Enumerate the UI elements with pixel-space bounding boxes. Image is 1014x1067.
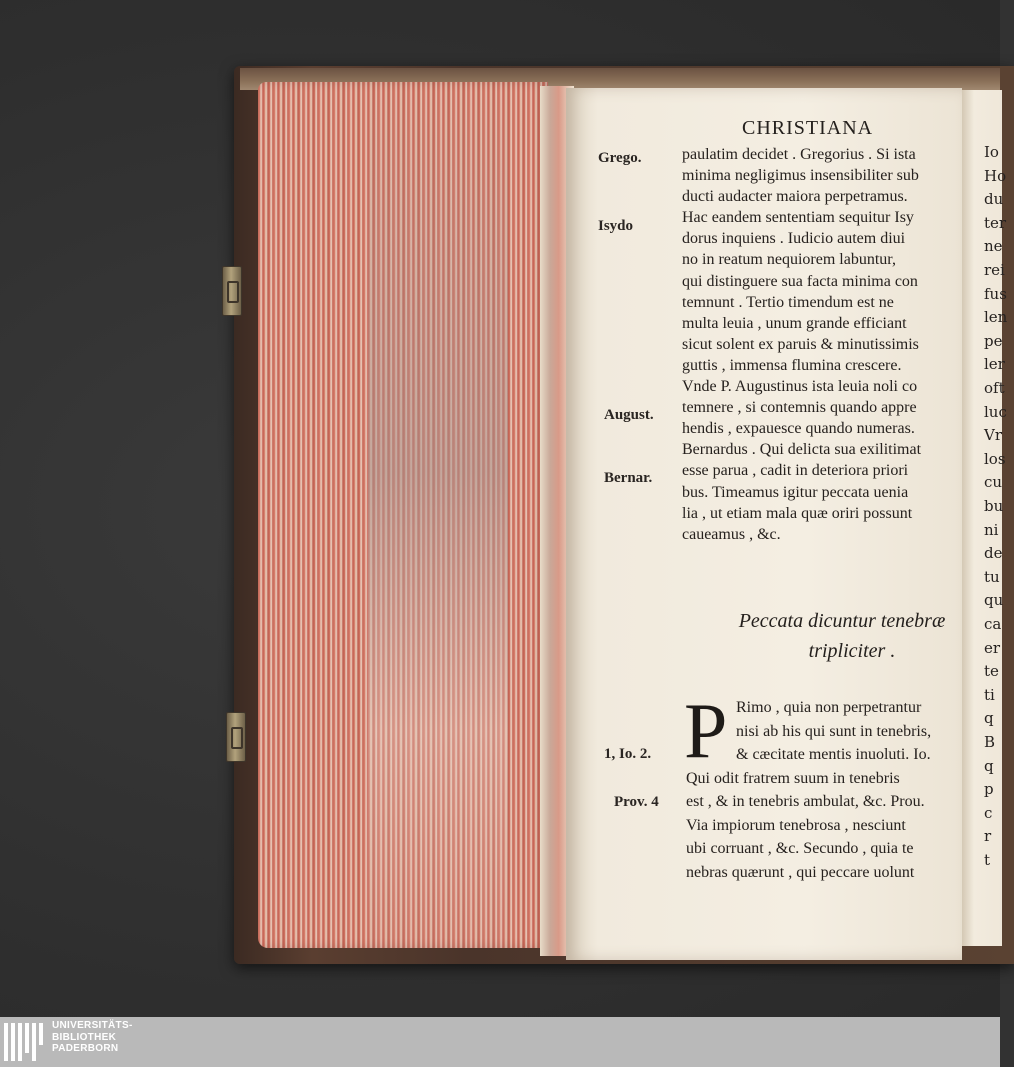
text-line: nebras quærunt , qui peccare uolunt bbox=[686, 863, 915, 881]
facing-page-fragment: ni bbox=[984, 520, 999, 539]
text-line: sicut solent ex paruis & minutissimis bbox=[682, 335, 919, 353]
facing-page-fragment: tu bbox=[984, 567, 1000, 586]
facing-page-fragment: r bbox=[984, 827, 992, 846]
facing-page-fragment: fus bbox=[984, 284, 1007, 303]
text-line: nisi ab his qui sunt in tenebris, bbox=[736, 722, 932, 740]
clasp-lower bbox=[226, 712, 246, 762]
facing-page-fragment: q bbox=[984, 709, 994, 728]
section-heading bbox=[722, 606, 962, 666]
footer-bar bbox=[0, 1017, 1000, 1067]
facing-page-fragment: Io bbox=[984, 143, 999, 161]
text-line: guttis , immensa flumina crescere. bbox=[682, 356, 902, 374]
facing-page-fragment: er bbox=[984, 638, 1001, 657]
margin-note-grego: Grego. bbox=[598, 150, 642, 166]
library-name-line1: UNIVERSITÄTS- bbox=[52, 1020, 133, 1031]
facing-page-fragment: rei bbox=[984, 261, 1005, 279]
facing-page-fragment: p bbox=[984, 780, 994, 799]
library-name-line2: BIBLIOTHEK bbox=[52, 1031, 117, 1043]
section-heading-line1: Peccata dicuntur tenebræ bbox=[738, 610, 946, 632]
facing-page bbox=[962, 90, 1008, 946]
text-line: ubi corruant , &c. Secundo , quia te bbox=[686, 840, 914, 857]
text-line: & cæcitate mentis inuoluti. Io. bbox=[736, 746, 931, 763]
text-line: dorus inquiens . Iudicio autem diui bbox=[682, 230, 906, 248]
text-line: lia , ut etiam mala quæ oriri possunt bbox=[682, 504, 913, 522]
facing-page-fragment: ti bbox=[984, 685, 995, 704]
facing-page-fragment: cu bbox=[984, 473, 1003, 492]
facing-page-fragment: qu bbox=[984, 591, 1004, 610]
facing-page-fragment: ca bbox=[984, 615, 1002, 633]
facing-page-fragment: q bbox=[984, 756, 994, 775]
facing-page-fragment: c bbox=[984, 803, 993, 822]
drop-cap: P bbox=[684, 687, 728, 774]
text-line: Vnde P. Augustinus ista leuia noli co bbox=[682, 378, 918, 396]
margin-note-prov: Prov. 4 bbox=[614, 794, 659, 810]
text-line: paulatim decidet . Gregorius . Si ista bbox=[682, 146, 916, 163]
library-logo-icon bbox=[2, 1019, 48, 1065]
page-body-text bbox=[682, 144, 962, 545]
margin-note-bernar: Bernar. bbox=[604, 470, 653, 486]
facing-page-fragment: ler bbox=[984, 355, 1005, 374]
facing-page-fragment: len bbox=[984, 308, 1008, 327]
text-line: minima negligimus insensibiliter sub bbox=[682, 167, 919, 185]
facing-page-fragment: pe bbox=[984, 331, 1003, 350]
library-name bbox=[52, 1020, 133, 1055]
facing-page-fragment: B bbox=[984, 733, 996, 751]
page-fore-edge bbox=[258, 82, 548, 948]
facing-page-fragment: t bbox=[984, 851, 991, 869]
text-line: ducti audacter maiora perpetramus. bbox=[682, 188, 908, 206]
facing-page-fragment: ter bbox=[984, 213, 1007, 232]
facing-page-fragment: ne bbox=[984, 237, 1003, 256]
text-line: Rimo , quia non perpetrantur bbox=[736, 699, 922, 716]
text-line: esse parua , cadit in deteriora priori bbox=[682, 462, 909, 480]
text-line: Via impiorum tenebrosa , nesciunt bbox=[686, 816, 906, 834]
facing-page-fragment: Vr bbox=[984, 426, 1003, 445]
text-line: temnere , si contemnis quando appre bbox=[682, 399, 917, 417]
text-line: Qui odit fratrem suum in tenebris bbox=[686, 769, 900, 787]
facing-page-fragment: de bbox=[984, 544, 1003, 563]
facing-page-fragment: luc bbox=[984, 402, 1007, 421]
clasp-upper bbox=[222, 266, 242, 316]
library-name-line3: PADERBORN bbox=[52, 1043, 119, 1054]
text-line: no in reatum nequiorem labuntur, bbox=[682, 251, 896, 269]
text-line: est , & in tenebris ambulat, &c. Prou. bbox=[686, 793, 925, 810]
text-line: temnunt . Tertio timendum est ne bbox=[682, 293, 894, 311]
facing-page-fragment: Ho bbox=[984, 166, 1007, 185]
page-body-text-2 bbox=[686, 696, 962, 884]
text-line: multa leuia , unum grande efficiant bbox=[682, 314, 907, 332]
section-heading-line2: tripliciter . bbox=[808, 640, 896, 662]
text-line: bus. Timeamus igitur peccata uenia bbox=[682, 483, 909, 501]
margin-note-io: 1, Io. 2. bbox=[604, 746, 652, 762]
facing-page-fragment: oft bbox=[984, 379, 1005, 397]
text-line: Hac eandem sententiam sequitur Isy bbox=[682, 209, 914, 227]
margin-note-isydo: Isydo bbox=[598, 218, 634, 234]
facing-page-fragment: du bbox=[984, 190, 1004, 209]
facing-page-fragment: los bbox=[984, 449, 1006, 468]
text-line: hendis , expauesce quando numeras. bbox=[682, 420, 915, 438]
margin-note-august: August. bbox=[604, 407, 654, 423]
running-head: CHRISTIANA bbox=[742, 117, 874, 139]
facing-page-fragment: bu bbox=[984, 497, 1004, 515]
text-line: caueamus , &c. bbox=[682, 525, 781, 543]
text-line: Bernardus . Qui delicta sua exilitimat bbox=[682, 441, 922, 459]
facing-page-fragment: te bbox=[984, 662, 999, 681]
text-line: qui distinguere sua facta minima con bbox=[682, 272, 918, 290]
